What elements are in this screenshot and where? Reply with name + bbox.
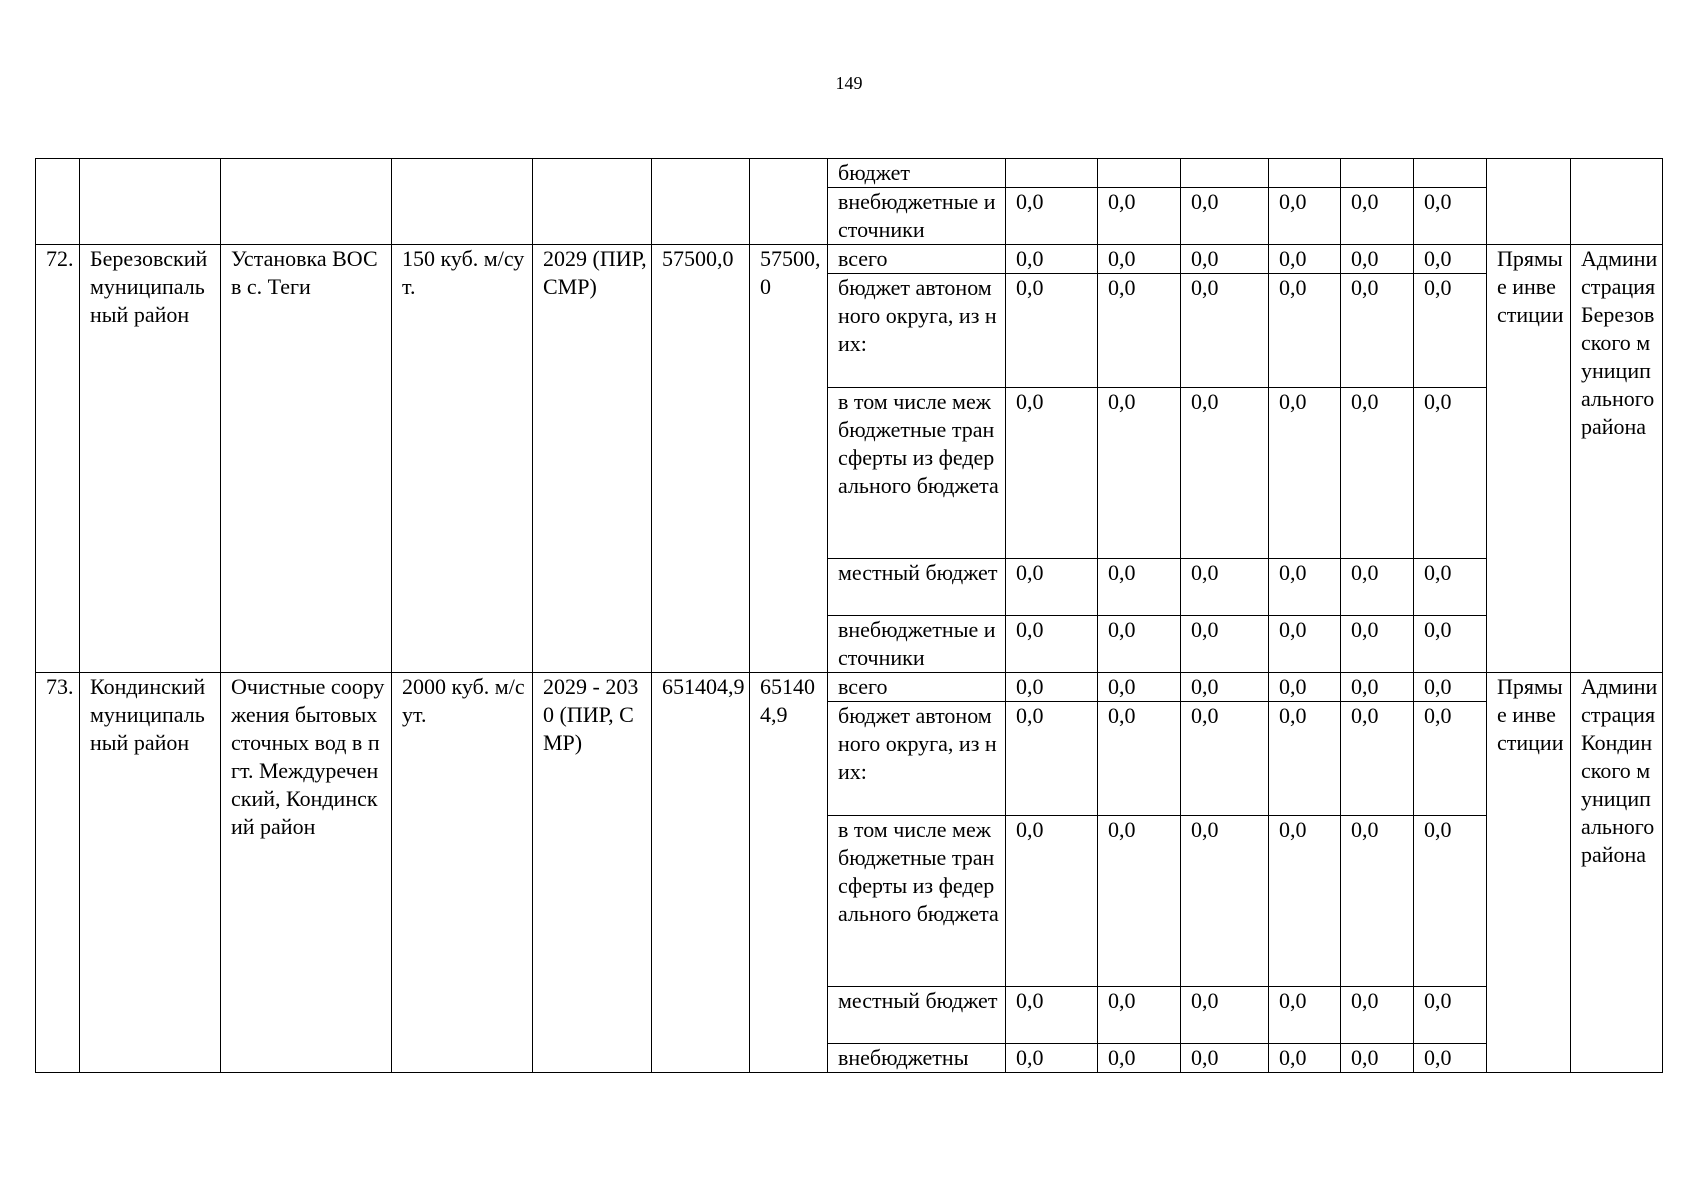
amount-cell: 0,0	[1269, 702, 1341, 816]
amount-cell: 0,0	[1341, 673, 1414, 702]
amount-cell: 0,0	[1098, 673, 1181, 702]
financing-source: внебюджетные источники	[828, 188, 1006, 245]
amount-cell: 0,0	[1269, 987, 1341, 1044]
continuation-cell	[221, 159, 392, 245]
amount-cell: 0,0	[1341, 559, 1414, 616]
amount-cell: 0,0	[1341, 388, 1414, 559]
amount-cell: 0,0	[1098, 188, 1181, 245]
continuation-cell	[533, 159, 652, 245]
investment-table	[35, 158, 1663, 1073]
amount-cell: 0,0	[1414, 188, 1487, 245]
amount-cell: 0,0	[1181, 673, 1269, 702]
amount-cell: 0,0	[1269, 388, 1341, 559]
amount-cell: 0,0	[1181, 188, 1269, 245]
financing-source: бюджет	[828, 159, 1006, 188]
amount-cell: 0,0	[1341, 274, 1414, 388]
amount-cell: 0,0	[1341, 816, 1414, 987]
amount-cell: 0,0	[1269, 816, 1341, 987]
continuation-cell	[652, 159, 750, 245]
investment-type: Прямые инвестиции	[1487, 245, 1571, 673]
amount-cell: 0,0	[1341, 987, 1414, 1044]
amount-cell: 0,0	[1098, 559, 1181, 616]
amount-cell: 0,0	[1341, 1044, 1414, 1073]
financing-source: внебюджетны	[828, 1044, 1006, 1073]
amount-cell: 0,0	[1181, 245, 1269, 274]
financing-source: в том числе межбюджетные трансферты из федерального бюджета	[828, 388, 1006, 559]
capacity: 150 куб. м/сут.	[392, 245, 533, 673]
investment-type: Прямые инвестиции	[1487, 673, 1571, 1073]
amount-cell: 0,0	[1414, 702, 1487, 816]
amount-cell: 0,0	[1269, 673, 1341, 702]
continuation-cell	[392, 159, 533, 245]
entry-number: 73.	[36, 673, 80, 1073]
amount-cell: 0,0	[1181, 987, 1269, 1044]
amount-cell: 0,0	[1098, 616, 1181, 673]
amount-cell: 0,0	[1098, 816, 1181, 987]
amount-cell: 0,0	[1341, 616, 1414, 673]
district-name: Кондинский муниципальный район	[80, 673, 221, 1073]
amount-cell: 0,0	[1006, 702, 1098, 816]
amount-cell	[1341, 159, 1414, 188]
responsible-party: Администрация Кондинского муниципального района	[1571, 673, 1663, 1073]
cost-total: 651404,9	[750, 673, 828, 1073]
financing-source: внебюджетные источники	[828, 616, 1006, 673]
financing-source: всего	[828, 673, 1006, 702]
amount-cell: 0,0	[1098, 274, 1181, 388]
cost: 57500,0	[652, 245, 750, 673]
amount-cell: 0,0	[1414, 987, 1487, 1044]
amount-cell: 0,0	[1414, 616, 1487, 673]
amount-cell: 0,0	[1181, 816, 1269, 987]
object-name: Установка ВОС в с. Теги	[221, 245, 392, 673]
table-row	[36, 159, 1663, 188]
amount-cell: 0,0	[1181, 388, 1269, 559]
financing-source: всего	[828, 245, 1006, 274]
cost-total: 57500,0	[750, 245, 828, 673]
period: 2029 (ПИР, СМР)	[533, 245, 652, 673]
financing-source: в том числе межбюджетные трансферты из федерального бюджета	[828, 816, 1006, 987]
amount-cell: 0,0	[1414, 559, 1487, 616]
table-row	[36, 673, 1663, 702]
amount-cell: 0,0	[1414, 245, 1487, 274]
amount-cell: 0,0	[1098, 1044, 1181, 1073]
cost: 651404,9	[652, 673, 750, 1073]
amount-cell: 0,0	[1341, 245, 1414, 274]
amount-cell: 0,0	[1006, 987, 1098, 1044]
continuation-cell	[36, 159, 80, 245]
amount-cell	[1181, 159, 1269, 188]
amount-cell: 0,0	[1006, 388, 1098, 559]
table-row	[36, 245, 1663, 274]
amount-cell: 0,0	[1006, 245, 1098, 274]
period: 2029 - 2030 (ПИР, СМР)	[533, 673, 652, 1073]
amount-cell: 0,0	[1269, 188, 1341, 245]
amount-cell: 0,0	[1341, 188, 1414, 245]
capacity: 2000 куб. м/сут.	[392, 673, 533, 1073]
amount-cell: 0,0	[1006, 188, 1098, 245]
amount-cell: 0,0	[1414, 388, 1487, 559]
amount-cell: 0,0	[1098, 388, 1181, 559]
continuation-cell	[750, 159, 828, 245]
amount-cell: 0,0	[1341, 702, 1414, 816]
amount-cell: 0,0	[1006, 616, 1098, 673]
amount-cell: 0,0	[1006, 673, 1098, 702]
amount-cell: 0,0	[1181, 274, 1269, 388]
amount-cell: 0,0	[1414, 673, 1487, 702]
amount-cell: 0,0	[1181, 702, 1269, 816]
amount-cell: 0,0	[1098, 245, 1181, 274]
amount-cell: 0,0	[1098, 702, 1181, 816]
amount-cell: 0,0	[1006, 559, 1098, 616]
amount-cell: 0,0	[1181, 616, 1269, 673]
amount-cell	[1098, 159, 1181, 188]
amount-cell: 0,0	[1006, 816, 1098, 987]
amount-cell: 0,0	[1006, 274, 1098, 388]
object-name: Очистные сооружения бытовых сточных вод в пгт. Междуреченский, Кондинский район	[221, 673, 392, 1073]
financing-source: местный бюджет	[828, 559, 1006, 616]
amount-cell: 0,0	[1181, 559, 1269, 616]
amount-cell: 0,0	[1269, 616, 1341, 673]
amount-cell	[1269, 159, 1341, 188]
financing-source: бюджет автономного округа, из них:	[828, 702, 1006, 816]
amount-cell: 0,0	[1269, 1044, 1341, 1073]
amount-cell: 0,0	[1269, 559, 1341, 616]
amount-cell: 0,0	[1414, 274, 1487, 388]
amount-cell	[1414, 159, 1487, 188]
continuation-cell	[1487, 159, 1571, 245]
amount-cell: 0,0	[1269, 245, 1341, 274]
entry-number: 72.	[36, 245, 80, 673]
financing-source: местный бюджет	[828, 987, 1006, 1044]
page-number: 149	[835, 73, 863, 93]
amount-cell: 0,0	[1181, 1044, 1269, 1073]
amount-cell: 0,0	[1414, 1044, 1487, 1073]
amount-cell: 0,0	[1269, 274, 1341, 388]
amount-cell: 0,0	[1098, 987, 1181, 1044]
continuation-cell	[80, 159, 221, 245]
amount-cell: 0,0	[1006, 1044, 1098, 1073]
amount-cell: 0,0	[1414, 816, 1487, 987]
responsible-party: Администрация Березовского муниципального района	[1571, 245, 1663, 673]
amount-cell	[1006, 159, 1098, 188]
financing-source: бюджет автономного округа, из них:	[828, 274, 1006, 388]
continuation-cell	[1571, 159, 1663, 245]
district-name: Березовский муниципальный район	[80, 245, 221, 673]
